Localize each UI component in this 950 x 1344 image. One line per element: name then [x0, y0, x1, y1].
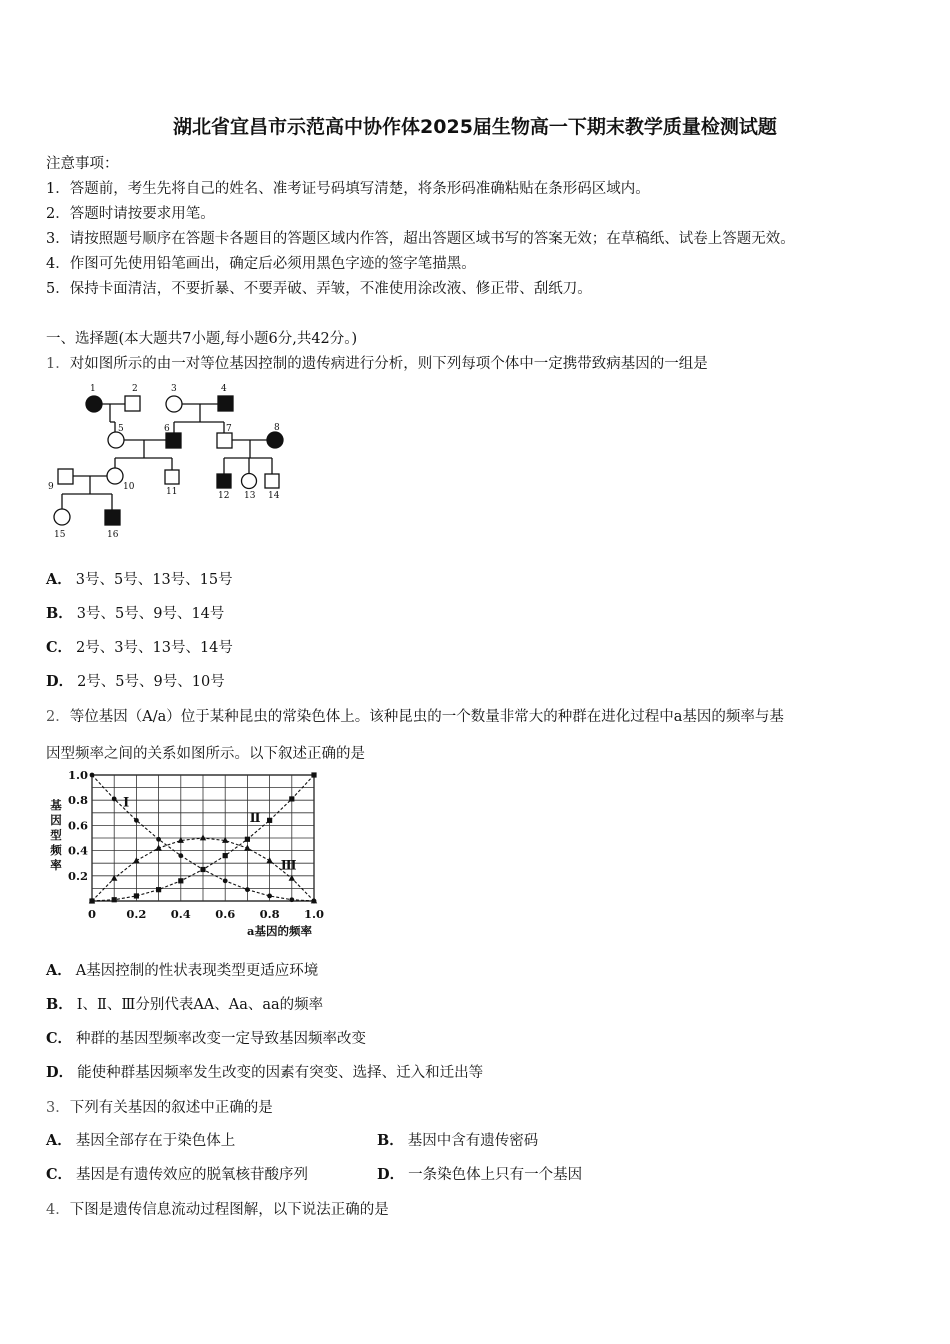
- data-point: [200, 834, 206, 840]
- data-point: [200, 867, 205, 872]
- option-c[interactable]: [46, 636, 233, 657]
- x-tick-label: 0.2: [126, 907, 147, 921]
- y-axis-label-char: 频: [50, 843, 62, 857]
- data-point: [266, 857, 272, 863]
- option-letter: A．: [46, 1132, 72, 1149]
- pedigree-label: 10: [123, 482, 135, 492]
- individual-11: [165, 470, 179, 484]
- individual-8: [267, 432, 283, 448]
- data-point: [289, 897, 294, 902]
- pedigree-label: 1: [90, 384, 96, 394]
- option-letter: D．: [46, 1064, 74, 1081]
- option-a[interactable]: [46, 959, 318, 980]
- individual-1: [86, 396, 102, 412]
- pedigree-label: 6: [164, 424, 170, 434]
- data-point: [245, 887, 250, 892]
- individual-5: [108, 432, 124, 448]
- option-text: Ⅰ、Ⅱ、Ⅲ分别代表AA、Aa、aa的频率: [76, 997, 324, 1013]
- pedigree-label: 16: [107, 530, 119, 540]
- question-text: 下列有关基因的叙述中正确的是: [69, 1100, 273, 1116]
- y-tick-label: 0.6: [67, 818, 88, 833]
- y-tick-label: 0.2: [67, 868, 88, 883]
- pedigree-diagram: [40, 378, 300, 544]
- y-axis-label-char: 基: [50, 798, 62, 812]
- data-point: [134, 893, 139, 898]
- option-text: 3号、5号、13号、15号: [75, 572, 233, 588]
- notice-item: 3．请按照题号顺序在答题卡各题目的答题区域内作答，超出答题区域书写的答案无效；在草稿纸、试卷上答题无效。: [46, 231, 795, 247]
- question-text: 下图是遗传信息流动过程图解，以下说法正确的是: [69, 1202, 389, 1218]
- data-point: [289, 796, 294, 801]
- individual-9: [58, 469, 73, 484]
- x-tick-label: 1.0: [303, 907, 325, 921]
- data-point: [112, 897, 117, 902]
- individual-14: [265, 474, 279, 488]
- pedigree-label: 14: [268, 491, 280, 501]
- question-2-continued: 因型频率之间的关系如图所示。以下叙述正确的是: [46, 746, 365, 762]
- data-point: [178, 853, 183, 858]
- question-text: 对如图所示的由一对等位基因控制的遗传病进行分析，则下列每项个体中一定携带致病基因的一组是: [69, 356, 708, 372]
- individual-15: [54, 509, 70, 525]
- y-axis-label-char: 因: [50, 813, 62, 827]
- y-axis-label-char: 型: [50, 828, 62, 842]
- series-label: Ⅲ: [280, 858, 297, 874]
- data-point: [223, 878, 228, 883]
- x-axis-label: a基因的频率: [247, 924, 312, 938]
- individual-7: [217, 433, 232, 448]
- option-letter: B．: [46, 996, 73, 1013]
- data-point: [245, 837, 250, 842]
- option-a[interactable]: [46, 568, 233, 589]
- data-point: [90, 773, 95, 778]
- pedigree-label: 8: [274, 423, 280, 433]
- option-text: 基因是有遗传效应的脱氧核苷酸序列: [76, 1167, 309, 1183]
- question-1: [46, 352, 708, 373]
- data-point: [311, 772, 316, 777]
- x-tick-label: 0.8: [259, 907, 280, 921]
- option-text: 能使种群基因频率发生改变的因素有突变、选择、迁入和迁出等: [77, 1065, 484, 1081]
- option-b[interactable]: [377, 1129, 538, 1150]
- data-point: [223, 853, 228, 858]
- option-text: 种群的基因型频率改变一定导致基因频率改变: [76, 1031, 367, 1047]
- series-label: Ⅰ: [123, 795, 130, 811]
- question-3: [46, 1096, 273, 1117]
- page-title: 湖北省宜昌市示范高中协作体2025届生物高一下期末教学质量检测试题: [173, 116, 777, 138]
- option-b[interactable]: [46, 602, 224, 623]
- option-c[interactable]: [46, 1163, 308, 1184]
- question-number: 4．: [46, 1202, 70, 1218]
- option-d[interactable]: [377, 1163, 582, 1184]
- section-heading: 一、选择题(本大题共7小题,每小题6分,共42分。): [46, 331, 358, 347]
- option-letter: A．: [46, 962, 72, 979]
- option-text: 3号、5号、9号、14号: [76, 606, 225, 622]
- notice-item: 4．作图可先使用铅笔画出，确定后必须用黑色字迹的签字笔描黑。: [46, 256, 476, 272]
- individual-4: [218, 396, 233, 411]
- option-d[interactable]: [46, 1061, 483, 1082]
- individual-12: [217, 474, 231, 488]
- individual-16: [105, 510, 120, 525]
- option-c[interactable]: [46, 1027, 366, 1048]
- option-b[interactable]: [46, 993, 323, 1014]
- option-letter: A．: [46, 571, 72, 588]
- option-a[interactable]: [46, 1129, 235, 1150]
- data-point: [178, 878, 183, 883]
- option-text: 基因中含有遗传密码: [407, 1133, 539, 1149]
- pedigree-label: 4: [221, 384, 227, 394]
- data-point: [156, 837, 161, 842]
- individual-10: [107, 468, 123, 484]
- pedigree-label: 3: [171, 384, 177, 394]
- option-letter: D．: [377, 1166, 405, 1183]
- pedigree-label: 13: [244, 491, 256, 501]
- x-tick-label: 0.6: [215, 907, 236, 921]
- question-number: 2．: [46, 709, 70, 725]
- option-letter: C．: [46, 1166, 73, 1183]
- y-tick-label: 0.8: [67, 793, 88, 808]
- pedigree-label: 15: [54, 530, 66, 540]
- data-point: [267, 894, 272, 899]
- individual-6: [166, 433, 181, 448]
- option-text: 2号、5号、9号、10号: [77, 674, 225, 690]
- y-tick-label: 0.4: [67, 843, 88, 858]
- option-letter: C．: [46, 1030, 73, 1047]
- pedigree-label: 11: [166, 487, 178, 497]
- data-point: [156, 887, 161, 892]
- notice-item: 1．答题前，考生先将自己的姓名、准考证号码填写清楚，将条形码准确粘贴在条形码区域内。: [46, 181, 650, 197]
- option-d[interactable]: [46, 670, 225, 691]
- pedigree-label: 9: [48, 482, 54, 492]
- notice-heading: 注意事项：: [46, 156, 119, 172]
- data-point: [267, 818, 272, 823]
- data-point: [244, 844, 250, 850]
- option-letter: D．: [46, 673, 74, 690]
- x-tick-label: 0.4: [170, 907, 191, 921]
- option-letter: B．: [377, 1132, 404, 1149]
- x-tick-label: 0: [87, 907, 97, 921]
- option-text: 2号、3号、13号、14号: [76, 640, 233, 656]
- pedigree-label: 7: [226, 424, 232, 434]
- series-label: Ⅱ: [249, 810, 261, 826]
- y-tick-label: 1.0: [67, 768, 88, 782]
- option-text: 基因全部存在于染色体上: [75, 1133, 236, 1149]
- pedigree-label: 12: [218, 491, 230, 501]
- question-4: [46, 1198, 389, 1219]
- pedigree-label: 5: [118, 424, 124, 434]
- option-letter: C．: [46, 639, 73, 656]
- option-text: A基因控制的性状表现类型更适应环境: [75, 963, 319, 979]
- notice-item: 5．保持卡面清洁，不要折暴、不要弄破、弄皱，不准使用涂改液、修正带、刮纸刀。: [46, 281, 592, 297]
- pedigree-label: 2: [132, 384, 138, 394]
- y-axis-label-char: 率: [50, 858, 62, 872]
- data-point: [134, 818, 139, 823]
- notice-item: 2．答题时请按要求用笔。: [46, 206, 215, 222]
- genotype-frequency-chart: [44, 765, 334, 945]
- data-point: [133, 857, 139, 863]
- option-text: 一条染色体上只有一个基因: [408, 1167, 583, 1183]
- individual-13: [242, 474, 257, 489]
- option-letter: B．: [46, 605, 73, 622]
- individual-3: [166, 396, 182, 412]
- question-2: [46, 705, 784, 726]
- question-number: 1．: [46, 356, 70, 372]
- individual-2: [125, 396, 140, 411]
- question-number: 3．: [46, 1100, 70, 1116]
- question-text: 等位基因（A/a）位于某种昆虫的常染色体上。该种昆虫的一个数量非常大的种群在进化过程中a基因的频率与基: [69, 709, 784, 725]
- data-point: [112, 797, 117, 802]
